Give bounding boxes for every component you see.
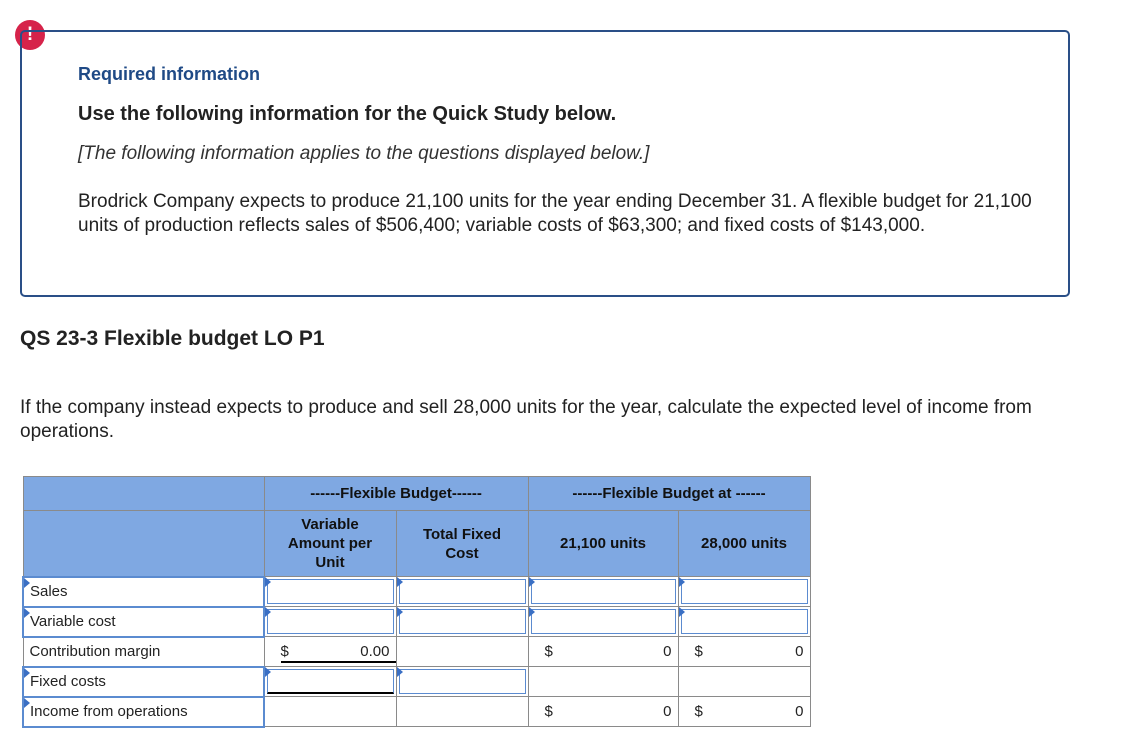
dropdown-flag-icon (265, 607, 271, 617)
input-box[interactable] (531, 579, 676, 604)
currency-symbol: $ (544, 703, 553, 720)
contribution-margin-label: Contribution margin (23, 637, 264, 667)
variable-cost-fixed-input[interactable] (396, 607, 528, 637)
contribution-21100-value (528, 637, 678, 667)
income-label-dropdown[interactable] (23, 697, 264, 727)
income-fixed-empty (396, 697, 528, 727)
required-info-title: Required information (78, 64, 261, 84)
income-21100-value (528, 697, 678, 727)
header-blank (23, 477, 264, 511)
dropdown-flag-icon (265, 667, 271, 677)
dropdown-flag-icon (24, 608, 30, 618)
dropdown-flag-icon (24, 698, 30, 708)
alert-icon: ! (15, 20, 45, 50)
fixed-costs-28000-empty (678, 667, 810, 697)
info-description: Brodrick Company expects to produce 21,100 units for the year ending December 31. A flexible budget for 21,100 units of production reflects sales of $506,400; variable costs of $63,300; and fixed costs of $143,000. (78, 191, 1032, 236)
variable-cost-label-dropdown[interactable] (23, 607, 264, 637)
underline (281, 661, 396, 663)
currency-symbol: $ (280, 643, 289, 660)
col-total-fixed-cost (396, 511, 528, 577)
currency-symbol: $ (694, 643, 703, 660)
col-28000-units: 28,000 units (678, 511, 810, 577)
dropdown-flag-icon (24, 578, 30, 588)
currency-symbol: $ (694, 703, 703, 720)
question-text: If the company instead expects to produce and sell 28,000 units for the year, calculate the expected level of income from operations. (20, 397, 1032, 442)
dropdown-flag-icon (529, 577, 535, 587)
col-variable-amount-label: Variable Amount per Unit (287, 516, 373, 571)
col-total-fixed-cost-label: Total Fixed Cost (422, 525, 502, 562)
sales-21100-input[interactable] (528, 577, 678, 607)
sales-variable-input[interactable] (264, 577, 396, 607)
income-21100-amount: 0 (663, 703, 672, 720)
income-28000-amount: 0 (795, 703, 804, 720)
dropdown-flag-icon (529, 607, 535, 617)
currency-symbol: $ (544, 643, 553, 660)
input-box[interactable] (267, 669, 394, 694)
group-header-flexible-budget: ------Flexible Budget------ (264, 477, 528, 511)
fixed-costs-variable-input[interactable] (264, 667, 396, 697)
income-28000-value (678, 697, 810, 727)
dropdown-flag-icon (397, 667, 403, 677)
flexible-budget-table (22, 476, 811, 728)
sales-label: Sales (30, 583, 68, 600)
question-title: QS 23-3 Flexible budget LO P1 (20, 327, 325, 350)
input-box[interactable] (399, 579, 526, 604)
sales-label-dropdown[interactable] (23, 577, 264, 607)
input-box[interactable] (531, 609, 676, 634)
input-box[interactable] (399, 609, 526, 634)
contribution-variable-amount: 0.00 (360, 643, 390, 660)
fixed-costs-21100-empty (528, 667, 678, 697)
use-info-line: Use the following information for the Quick Study below. (78, 103, 617, 125)
input-box[interactable] (399, 669, 526, 694)
col-variable-amount (264, 511, 396, 577)
fixed-costs-fixed-input[interactable] (396, 667, 528, 697)
income-label: Income from operations (30, 703, 188, 720)
input-box[interactable] (267, 579, 394, 604)
applies-note: [The following information applies to the questions displayed below.] (78, 143, 650, 164)
input-box[interactable] (267, 609, 394, 634)
contribution-variable-value (264, 637, 396, 667)
variable-cost-label: Variable cost (30, 613, 116, 630)
contribution-28000-value (678, 637, 810, 667)
income-variable-empty (264, 697, 396, 727)
dropdown-flag-icon (265, 577, 271, 587)
sales-fixed-input[interactable] (396, 577, 528, 607)
variable-cost-21100-input[interactable] (528, 607, 678, 637)
contribution-28000-amount: 0 (795, 643, 804, 660)
group-header-flexible-budget-at: ------Flexible Budget at ------ (528, 477, 810, 511)
dropdown-flag-icon (679, 607, 685, 617)
fixed-costs-label: Fixed costs (30, 673, 106, 690)
col-21100-units: 21,100 units (528, 511, 678, 577)
dropdown-flag-icon (397, 607, 403, 617)
fixed-costs-label-dropdown[interactable] (23, 667, 264, 697)
header-blank-2 (23, 511, 264, 577)
contribution-fixed-empty (396, 637, 528, 667)
variable-cost-variable-input[interactable] (264, 607, 396, 637)
contribution-21100-amount: 0 (663, 643, 672, 660)
sales-28000-input[interactable] (678, 577, 810, 607)
input-box[interactable] (681, 609, 808, 634)
dropdown-flag-icon (679, 577, 685, 587)
dropdown-flag-icon (397, 577, 403, 587)
dropdown-flag-icon (24, 668, 30, 678)
input-box[interactable] (681, 579, 808, 604)
variable-cost-28000-input[interactable] (678, 607, 810, 637)
